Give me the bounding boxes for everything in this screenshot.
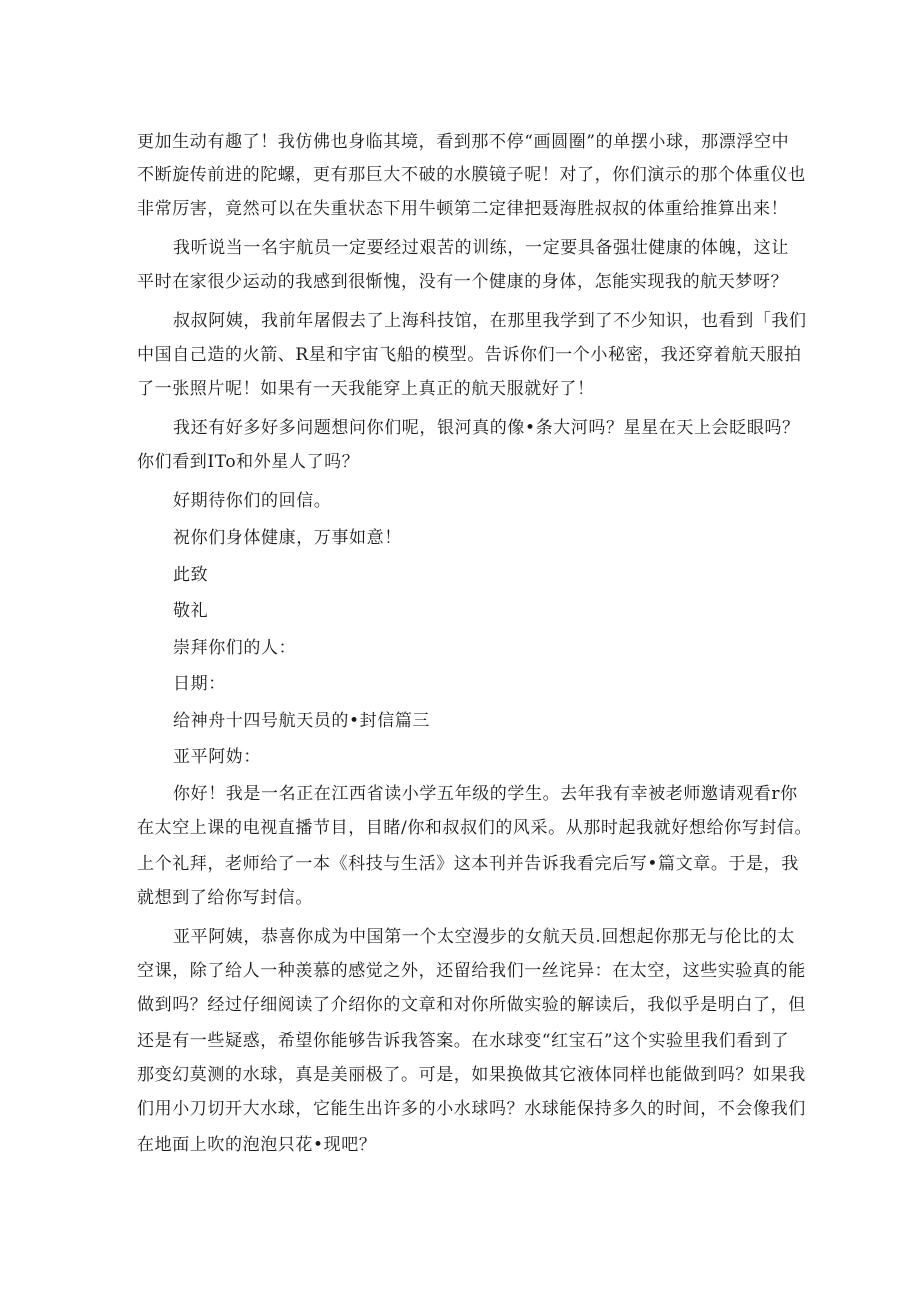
text-line: 不断旋传前进的陀螺，更有那巨大不破的水膜镜子呢！对了，你们演示的那个体重仪也 xyxy=(137,165,806,185)
text-line: 此致 xyxy=(173,565,209,585)
text-line: 给神舟十四号航天员的•封信篇三 xyxy=(173,711,431,731)
text-line: 们用小刀切开大水球，它能生出许多的小水球吗？水球能保持多久的时间，不会像我们 xyxy=(137,1099,806,1119)
text-line: 我听说当一名宇航员一定要经过艰苦的训练，一定要具备强壮健康的体魄，这让 xyxy=(173,238,789,258)
text-line: 了一张照片呢！如果有一天我能穿上真正的航天服就好了！ xyxy=(137,379,595,399)
text-line: 日期： xyxy=(173,674,226,694)
text-line: 在太空上课的电视直播节目，目睹/你和叔叔们的风采。从那时起我就好想给你写封信。 xyxy=(137,818,813,838)
text-line: 好期待你们的回信。 xyxy=(173,491,332,511)
text-line: 崇拜你们的人： xyxy=(173,638,297,658)
text-line: 更加生动有趣了！我仿佛也身临其境，看到那不停“画圆圈”的单摆小球，那漂浮空中 xyxy=(137,132,790,152)
text-line: 中国自己造的火箭、R星和宇宙飞船的模型。告诉你们一个小秘密，我还穿着航天服拍 xyxy=(137,345,802,365)
text-line: 还是有一些疑惑，希望你能够告诉我答案。在水球变“红宝石”这个实验里我们看到了 xyxy=(137,1031,790,1051)
text-line: 平时在家很少运动的我感到很惭愧，没有一个健康的身体，怎能实现我的航天梦呀？ xyxy=(137,272,789,292)
text-line: 做到吗？经过仔细阅读了介绍你的文章和对你所做实验的解读后，我似乎是明白了，但 xyxy=(137,995,806,1015)
text-line: 在地面上吹的泡泡只花•现吧？ xyxy=(137,1135,377,1155)
text-line: 非常厉害，竟然可以在失重状态下用牛顿第二定律把聂海胜叔叔的体重给推算出来！ xyxy=(137,199,789,219)
text-line: 你们看到ITo和外星人了吗？ xyxy=(137,452,360,472)
text-line: 那变幻莫测的水球，真是美丽极了。可是，如果换做其它液体同样也能做到吗？如果我 xyxy=(137,1065,806,1085)
text-line: 叔叔阿姨，我前年屠假去了上海科技馆，在那里我学到了不少知识，也看到「我们 xyxy=(173,311,807,331)
text-line: 祝你们身体健康，万事如意！ xyxy=(173,528,402,548)
text-line: 亚平阿姨，恭喜你成为中国第一个太空漫步的女航天员.回想起你那无与伦比的太 xyxy=(173,927,796,947)
text-line: 我还有好多好多问题想问你们呢，银河真的像•条大河吗？星星在天上会眨眼吗？ xyxy=(173,418,800,438)
text-line: 亚平阿妫： xyxy=(173,747,261,767)
text-line: 敬礼 xyxy=(173,601,209,621)
text-line: 就想到了给你写封信。 xyxy=(137,888,313,908)
text-line: 你好！我是一名正在江西省读小学五年级的学生。去年我有幸被老师邀请观看r你 xyxy=(173,784,798,804)
text-line: 空课，除了给人一种羡慕的感觉之外，还留给我们一丝诧异：在太空，这些实验真的能 xyxy=(137,961,806,981)
text-line: 上个礼拜，老师给了一本《科技与生活》这本刊并告诉我看完后写•篇文章。于是，我 xyxy=(137,854,799,874)
